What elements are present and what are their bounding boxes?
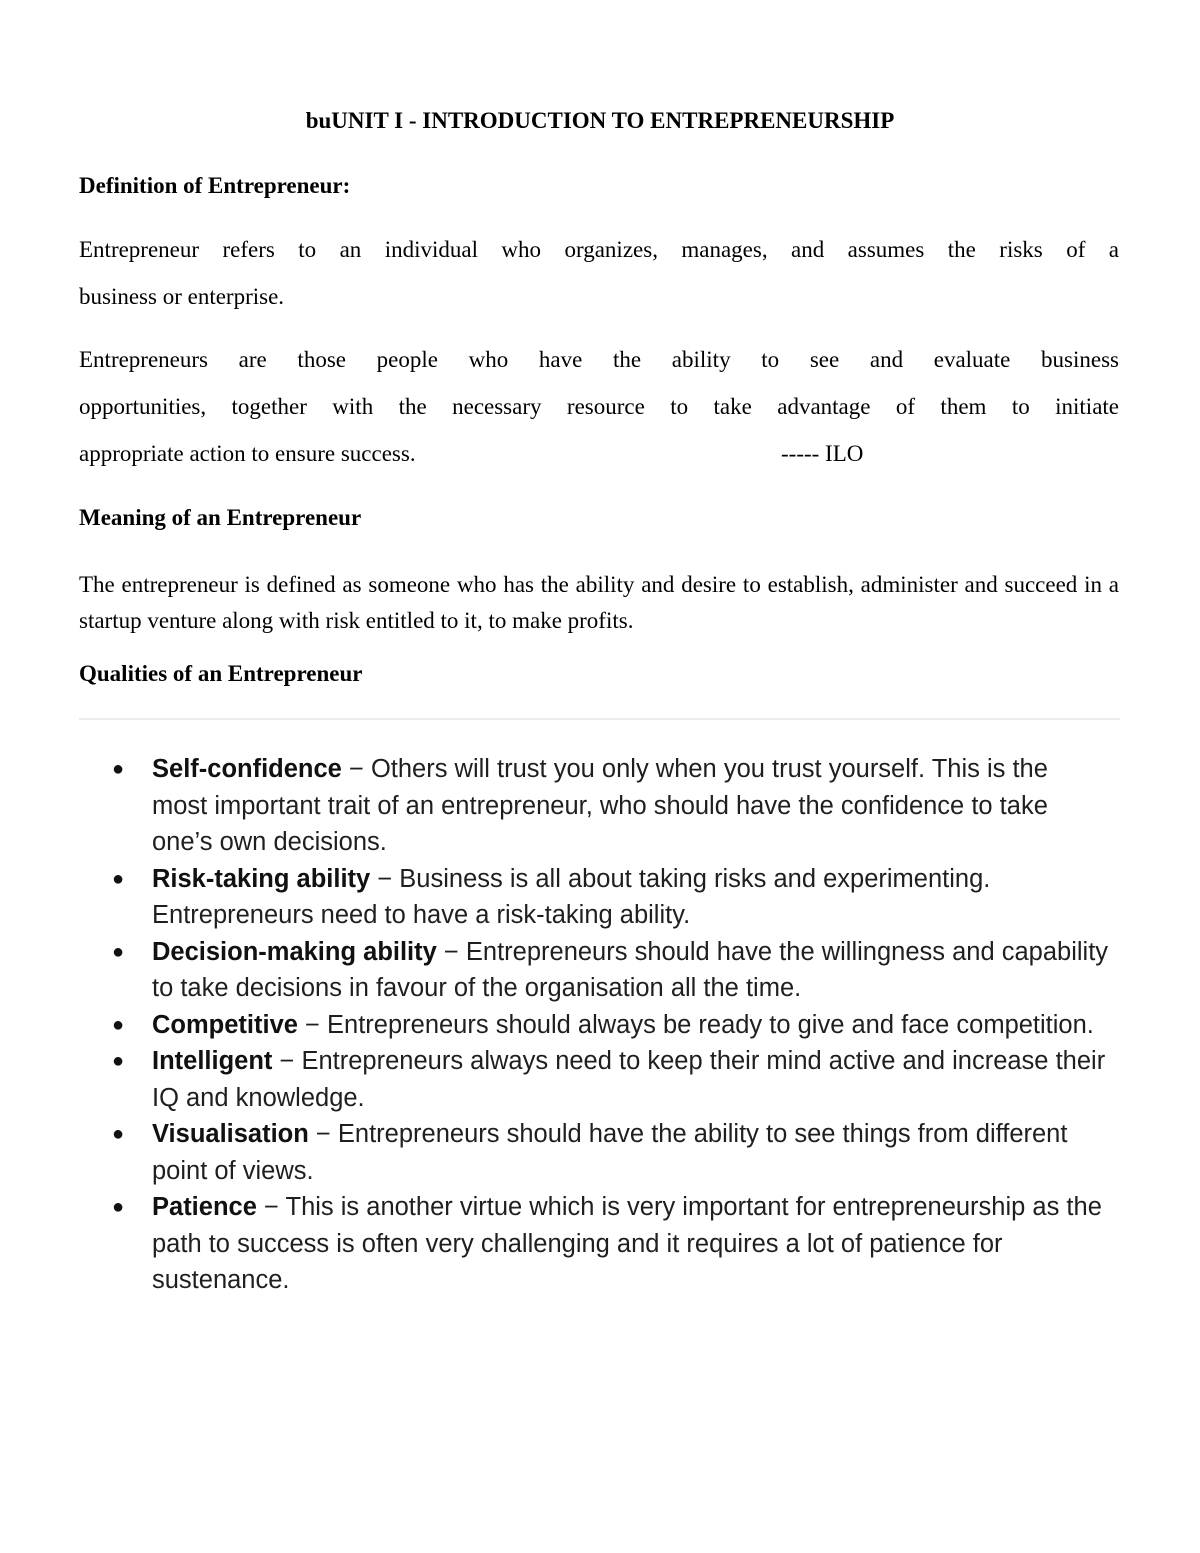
- qualities-heading: Qualities of an Entrepreneur: [79, 661, 363, 686]
- quality-separator: −: [256, 1193, 286, 1221]
- list-item: [110, 1116, 1110, 1189]
- quality-separator: −: [341, 755, 371, 783]
- list-item: [110, 1189, 1110, 1299]
- quality-description: Entrepreneurs always need to keep their mind active and increase their IQ and knowledge.: [152, 1047, 1106, 1112]
- definition-paragraph-1-line-1: Entrepreneur refers to an individual who organizes, manages, and assumes the risks of a: [79, 237, 1119, 262]
- meaning-heading: Meaning of an Entrepreneur: [79, 505, 362, 530]
- list-item: [110, 751, 1110, 861]
- page-title: buUNIT I - INTRODUCTION TO ENTREPRENEURSHIP: [305, 108, 895, 133]
- definition-paragraph-2-line-2: opportunities, together with the necessary resource to take advantage of them to initiate: [79, 394, 1119, 419]
- list-item: [110, 861, 1110, 934]
- list-item: [110, 934, 1110, 1007]
- bullet-icon: ●: [112, 867, 125, 890]
- quality-separator: −: [308, 1120, 338, 1148]
- list-item: [110, 1007, 1110, 1044]
- bullet-icon: ●: [112, 940, 125, 963]
- list-item: [110, 1043, 1110, 1116]
- section-divider: [79, 718, 1120, 720]
- bullet-icon: ●: [112, 1196, 125, 1218]
- definition-paragraph-2: [79, 336, 1119, 477]
- quality-term: Decision-making ability: [152, 937, 437, 966]
- bullet-icon: ●: [112, 758, 125, 780]
- definition-paragraph-1: [79, 226, 1119, 320]
- quality-description: Business is all about taking risks and experimenting. Entrepreneurs need to have a risk-taking ability.: [152, 864, 991, 929]
- quality-term: Intelligent: [152, 1047, 273, 1075]
- qualities-list: [110, 751, 1110, 1299]
- meaning-paragraph: The entrepreneur is defined as someone who has the ability and desire to establish, administer and succeed in a startup venture along with risk entitled to it, to make profits.: [79, 572, 1119, 633]
- quality-term: Risk-taking ability: [152, 864, 371, 893]
- definition-paragraph-2-line-1: Entrepreneurs are those people who have the ability to see and evaluate business: [79, 347, 1119, 372]
- quality-term: Visualisation: [152, 1120, 309, 1148]
- quality-description: This is another virtue which is very important for entrepreneurship as the path to success is often very challenging and it requires a lot of patience for sustenance.: [152, 1193, 1102, 1294]
- bullet-icon: ●: [112, 1013, 125, 1036]
- bullet-icon: ●: [112, 1050, 125, 1072]
- quality-description: Entrepreneurs should have the ability to see things from different point of views.: [152, 1120, 1068, 1185]
- quality-description: Others will trust you only when you trust yourself. This is the most important trait of an entrepreneur, who should have the confidence to take one’s own decisions.: [152, 755, 1048, 856]
- definition-paragraph-2-line-3: [79, 430, 1119, 477]
- definition-source: ----- ILO: [781, 441, 864, 466]
- quality-separator: −: [272, 1047, 302, 1075]
- bullet-icon: ●: [112, 1123, 125, 1145]
- quality-description: Entrepreneurs should have the willingness and capability to take decisions in favour of the organisation all the time.: [152, 937, 1109, 1002]
- quality-separator: −: [370, 864, 400, 893]
- quality-description: Entrepreneurs should always be ready to give and face competition.: [327, 1010, 1094, 1039]
- definition-paragraph-2-line-3-text: appropriate action to ensure success.: [79, 441, 416, 466]
- definition-paragraph-1-line-2: business or enterprise.: [79, 284, 285, 309]
- quality-term: Self-confidence: [152, 755, 342, 783]
- quality-term: Competitive: [152, 1010, 298, 1039]
- definition-heading: Definition of Entrepreneur:: [79, 173, 351, 198]
- quality-separator: −: [436, 937, 466, 966]
- quality-term: Patience: [152, 1193, 257, 1221]
- quality-separator: −: [297, 1010, 328, 1039]
